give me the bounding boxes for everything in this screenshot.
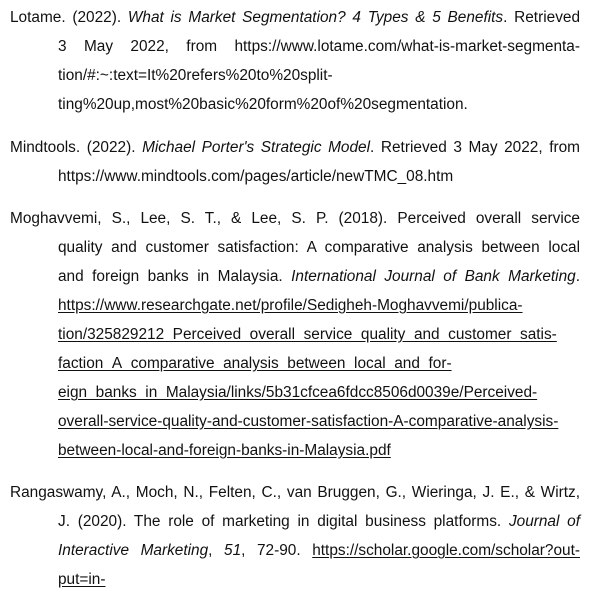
reference-line bbox=[10, 378, 580, 407]
reference-journal: Interactive Marketing bbox=[58, 542, 209, 559]
reference-entry bbox=[10, 478, 580, 594]
reference-line: https://www.mindtools.com/pages/article/newTMC_08.htm bbox=[58, 168, 454, 185]
reference-line bbox=[10, 507, 580, 536]
reference-line bbox=[10, 436, 580, 465]
reference-line bbox=[10, 349, 580, 378]
reference-text: . Retrieved bbox=[503, 9, 581, 26]
reference-line: ting%20up,most%20basic%20form%20of%20segmentation. bbox=[58, 96, 468, 113]
reference-link[interactable]: faction_A_comparative_analysis_between_local_and_for- bbox=[58, 355, 452, 372]
reference-line bbox=[10, 565, 580, 594]
reference-line: 3 May 2022, from https://www.lotame.com/what-is-market-segmenta- bbox=[58, 38, 580, 55]
reference-text: J. (2020). The role of marketing in digital business platforms. bbox=[58, 513, 509, 530]
reference-link[interactable]: put=in- bbox=[58, 571, 106, 588]
reference-line bbox=[10, 291, 580, 320]
reference-line bbox=[10, 407, 580, 436]
reference-line bbox=[10, 3, 580, 32]
reference-title: Michael Porter's Strategic Model bbox=[142, 139, 371, 156]
reference-list bbox=[10, 3, 580, 594]
reference-text: , 72-90. bbox=[241, 542, 313, 559]
reference-link[interactable]: eign_banks_in_Malaysia/links/5b31cfcea6fdcc8506d0039e/Perceived- bbox=[58, 384, 538, 401]
reference-line bbox=[10, 320, 580, 349]
reference-entry bbox=[10, 3, 580, 119]
reference-link[interactable]: https://www.researchgate.net/profile/Sedigheh-Moghavvemi/publica- bbox=[58, 297, 523, 314]
reference-journal: Journal of bbox=[508, 513, 580, 530]
reference-line: Rangaswamy, A., Moch, N., Felten, C., van Bruggen, G., Wieringa, J. E., & Wirtz, bbox=[10, 484, 580, 501]
reference-text: . bbox=[575, 268, 581, 285]
reference-journal: International Journal of Bank Marketing bbox=[291, 268, 576, 285]
reference-line: quality and customer satisfaction: A comparative analysis between local bbox=[58, 239, 580, 256]
reference-line: tion/#:~:text=It%20refers%20to%20split- bbox=[58, 67, 333, 84]
reference-volume: 51 bbox=[224, 542, 242, 559]
reference-link[interactable]: https://scholar.google.com/scholar?out- bbox=[312, 542, 580, 559]
reference-author-year: Mindtools. (2022). bbox=[10, 139, 143, 156]
reference-link[interactable]: tion/325829212_Perceived_overall_service_quality_and_customer_satis- bbox=[58, 326, 557, 343]
reference-line bbox=[10, 536, 580, 565]
reference-line: Moghavvemi, S., Lee, S. T., & Lee, S. P. (2018). Perceived overall service bbox=[10, 210, 580, 227]
reference-text: . Retrieved 3 May 2022, from bbox=[370, 139, 580, 156]
reference-line bbox=[10, 262, 580, 291]
reference-text: , bbox=[208, 542, 225, 559]
reference-title: What is Market Segmentation? 4 Types & 5 Benefits bbox=[127, 9, 504, 26]
reference-entry bbox=[10, 133, 580, 191]
reference-text: and foreign banks in Malaysia. bbox=[58, 268, 292, 285]
reference-link[interactable]: overall-service-quality-and-customer-satisfaction-A-comparative-analysis- bbox=[58, 413, 559, 430]
reference-entry bbox=[10, 204, 580, 465]
reference-line bbox=[10, 133, 580, 162]
reference-author-year: Lotame. (2022). bbox=[10, 9, 128, 26]
reference-link[interactable]: between-local-and-foreign-banks-in-Malaysia.pdf bbox=[58, 442, 391, 459]
